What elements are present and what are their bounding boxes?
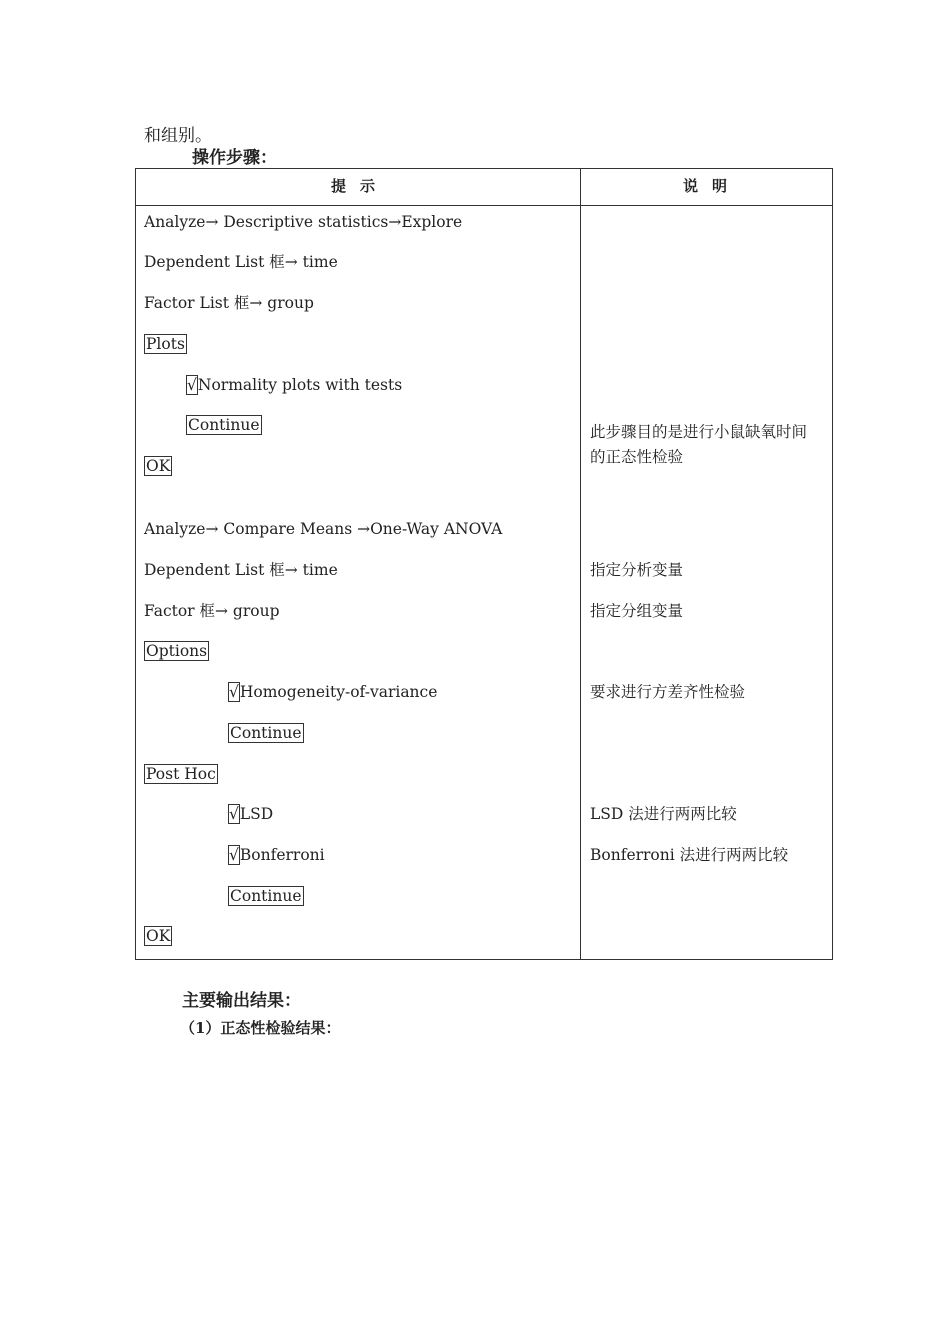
normality-results-heading: （1）正态性检验结果：: [180, 1019, 341, 1037]
results-heading: 主要输出结果：: [182, 991, 301, 1011]
steps-heading: 操作步骤：: [192, 148, 277, 168]
steps-table: [135, 168, 833, 960]
homogeneity-label: Homogeneity-of-variance: [239, 683, 438, 701]
step-factor-list: Factor List 框→ group: [144, 294, 314, 312]
homogeneity-option: [228, 682, 437, 702]
ok-button-1[interactable]: OK: [146, 457, 171, 475]
step-analyze-explore: Analyze→ Descriptive statistics→Explore: [144, 213, 463, 231]
note-analysis-variable: 指定分析变量: [590, 561, 684, 579]
note-grouping-variable: 指定分组变量: [590, 602, 684, 620]
header-hint: 提示: [331, 177, 390, 195]
continue-button-1[interactable]: Continue: [188, 416, 260, 434]
plots-button[interactable]: Plots: [146, 335, 185, 353]
note-homogeneity: 要求进行方差齐性检验: [590, 683, 746, 701]
lsd-label: LSD: [239, 805, 274, 823]
note-bonferroni: Bonferroni 法进行两两比较: [590, 846, 789, 864]
step-analyze-anova: Analyze→ Compare Means →One-Way ANOVA: [144, 520, 503, 538]
note-lsd: LSD 法进行两两比较: [590, 805, 737, 823]
normality-option: [186, 375, 402, 395]
continue-button-2[interactable]: Continue: [230, 724, 302, 742]
normality-label: Normality plots with tests: [197, 376, 403, 394]
step-factor: Factor 框→ group: [144, 602, 280, 620]
column-divider: [580, 169, 581, 959]
bonferroni-checkbox[interactable]: √: [229, 846, 239, 864]
normality-checkbox[interactable]: √: [187, 376, 197, 394]
step-dependent-list: Dependent List 框→ time: [144, 253, 338, 271]
header-description: 说明: [683, 177, 742, 195]
lsd-checkbox[interactable]: √: [229, 805, 239, 823]
note-normality-line2: 的正态性检验: [590, 448, 684, 466]
options-button[interactable]: Options: [146, 642, 208, 660]
post-hoc-button[interactable]: Post Hoc: [146, 765, 216, 783]
step-dependent-list-2: Dependent List 框→ time: [144, 561, 338, 579]
lsd-option: [228, 804, 273, 824]
note-normality: [590, 420, 807, 470]
note-normality-line1: 此步骤目的是进行小鼠缺氧时间: [590, 423, 808, 441]
bonferroni-option: [228, 845, 325, 865]
continue-button-3[interactable]: Continue: [230, 887, 302, 905]
bonferroni-label: Bonferroni: [239, 846, 325, 864]
homogeneity-checkbox[interactable]: √: [229, 683, 239, 701]
header-divider: [136, 205, 832, 206]
intro-text: 和组别。: [144, 126, 212, 146]
ok-button-2[interactable]: OK: [146, 927, 171, 945]
